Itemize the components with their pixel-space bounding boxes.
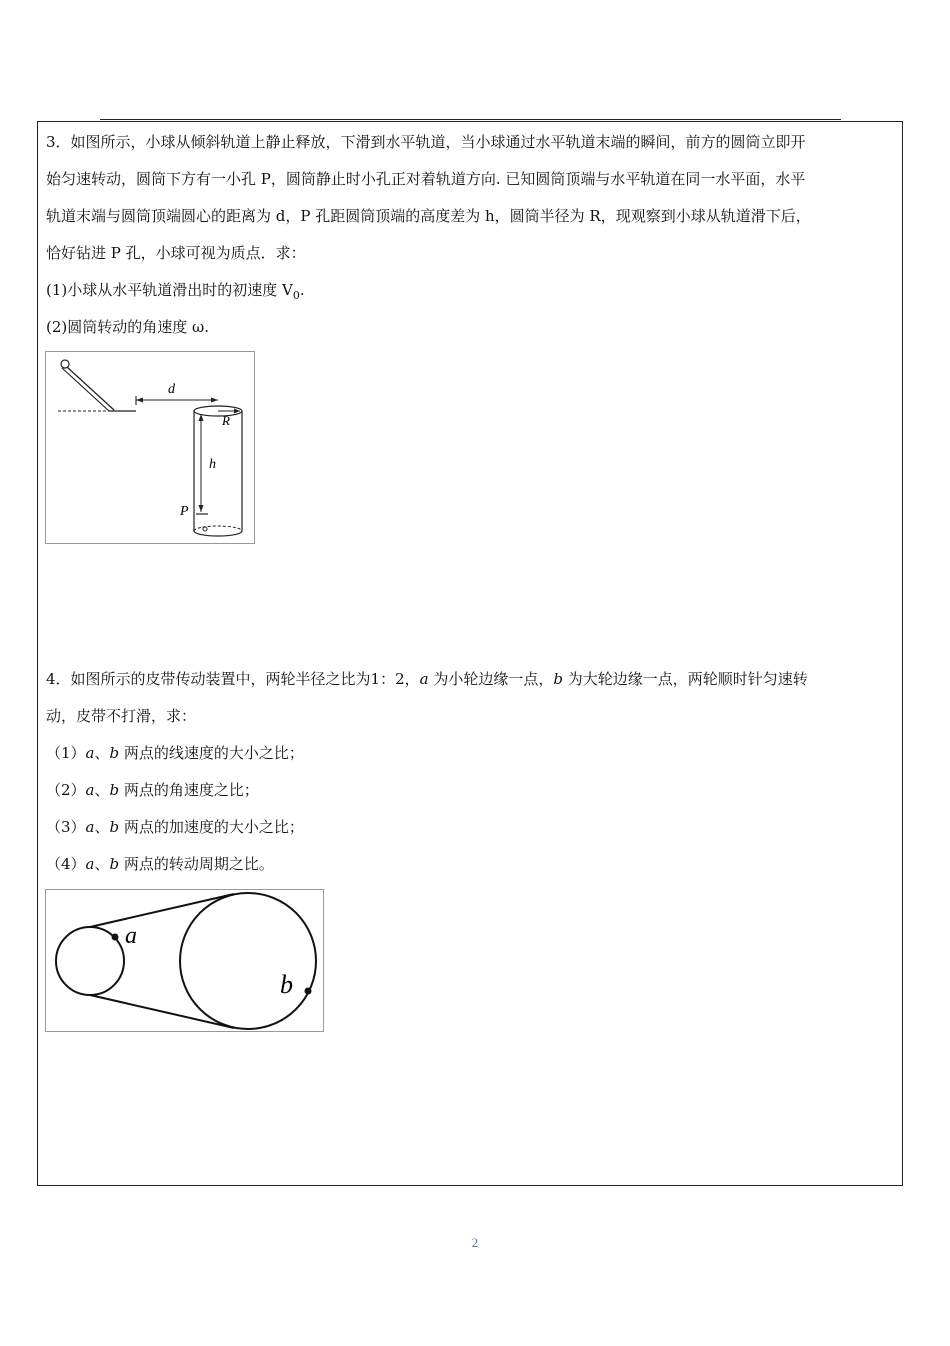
- q3-subquestion-1: [46, 272, 906, 309]
- h-arrow-bottom: [199, 505, 204, 512]
- q4-subquestion-4: [46, 846, 906, 883]
- label-P: P: [180, 504, 189, 519]
- q3-sub1-end: .: [299, 281, 305, 299]
- q3-figure: [45, 351, 255, 544]
- ball-shape: [61, 360, 69, 368]
- q4-sub3-prefix: （3）: [46, 818, 86, 836]
- inclined-track-edge: [62, 368, 109, 411]
- inclined-track: [67, 367, 114, 410]
- q4-sub4-a: a: [85, 855, 95, 873]
- q3-line-1: 3．如图所示，小球从倾斜轨道上静止释放，下滑到水平轨道，当小球通过水平轨道末端的瞬间，前方的圆筒立即开: [46, 133, 806, 151]
- belt-drive-diagram: [46, 890, 323, 1031]
- q4-line1-part-b: 为小轮边缘一点，: [428, 670, 554, 688]
- label-h: h: [209, 457, 216, 472]
- bottom-hole: [203, 527, 207, 531]
- q3-line-3: 轨道末端与圆筒顶端圆心的距离为 d，P 孔距圆筒顶端的高度差为 h，圆筒半径为 R，现观察到小球从轨道滑下后，: [46, 207, 811, 225]
- q4-sub4-prefix: （4）: [46, 855, 86, 873]
- q4-sub3-sep: 、: [94, 818, 110, 836]
- q4-sub3-a: a: [85, 818, 95, 836]
- q4-line1-part-c: 为大轮边缘一点，两轮顺时针匀速转: [562, 670, 808, 688]
- q3-subquestion-2: (2)圆筒转动的角速度 ω.: [46, 318, 210, 336]
- cylinder-bottom-back: [194, 526, 242, 531]
- q4-var-b: b: [553, 670, 563, 688]
- q4-sub4-b: b: [109, 855, 120, 873]
- q4-line1-part-a: 4．如图所示的皮带传动装置中，两轮半径之比为1：2，: [46, 670, 420, 688]
- q4-sub2-a: a: [85, 781, 95, 799]
- q3-line-4: 恰好钻进 P 孔，小球可视为质点．求：: [46, 244, 306, 262]
- q4-sub3-b: b: [109, 818, 120, 836]
- question-4: [46, 661, 906, 883]
- q4-sub4-sep: 、: [94, 855, 110, 873]
- q4-sub1-a: a: [85, 744, 95, 762]
- q4-sub1-prefix: （1）: [46, 744, 86, 762]
- q4-line-2: 动，皮带不打滑，求：: [46, 707, 197, 725]
- q4-sub2-prefix: （2）: [46, 781, 86, 799]
- q4-var-a: a: [419, 670, 429, 688]
- q4-sub4-rest: 两点的转动周期之比。: [119, 855, 274, 873]
- label-d: d: [168, 382, 175, 397]
- q4-sub2-sep: 、: [94, 781, 110, 799]
- point-a: [112, 934, 119, 941]
- radius-arrow: [234, 409, 240, 414]
- label-b: b: [280, 970, 293, 999]
- q4-subquestion-1: [46, 735, 906, 772]
- q4-subquestion-3: [46, 809, 906, 846]
- point-b: [305, 988, 312, 995]
- cylinder-track-diagram: [46, 352, 254, 543]
- page-number: 2: [471, 1235, 479, 1250]
- belt-bottom: [90, 995, 234, 1028]
- q3-line-2: 始匀速转动，圆筒下方有一小孔 P，圆筒静止时小孔正对着轨道方向. 已知圆筒顶端与水平轨道在同一水平面，水平: [46, 170, 806, 188]
- q4-sub3-rest: 两点的加速度的大小之比；: [119, 818, 304, 836]
- d-arrow-left: [136, 398, 143, 403]
- q4-sub2-b: b: [109, 781, 120, 799]
- belt-top: [90, 894, 234, 927]
- q3-sub1-subscript: 0: [292, 289, 300, 302]
- q4-sub1-rest: 两点的线速度的大小之比；: [119, 744, 304, 762]
- header-rule: [100, 119, 841, 120]
- q4-figure: [45, 889, 324, 1032]
- q4-line-1: [46, 661, 906, 698]
- q4-sub1-b: b: [109, 744, 120, 762]
- q4-sub2-rest: 两点的角速度之比；: [119, 781, 259, 799]
- label-a: a: [125, 923, 137, 949]
- d-arrow-right: [211, 398, 218, 403]
- q4-sub1-sep: 、: [94, 744, 110, 762]
- q4-subquestion-2: [46, 772, 906, 809]
- label-R: R: [222, 413, 230, 428]
- cylinder-bottom-front: [194, 531, 242, 536]
- question-3: [46, 124, 906, 346]
- large-wheel: [180, 893, 316, 1029]
- q3-sub1-text: (1)小球从水平轨道滑出时的初速度 V: [46, 281, 293, 299]
